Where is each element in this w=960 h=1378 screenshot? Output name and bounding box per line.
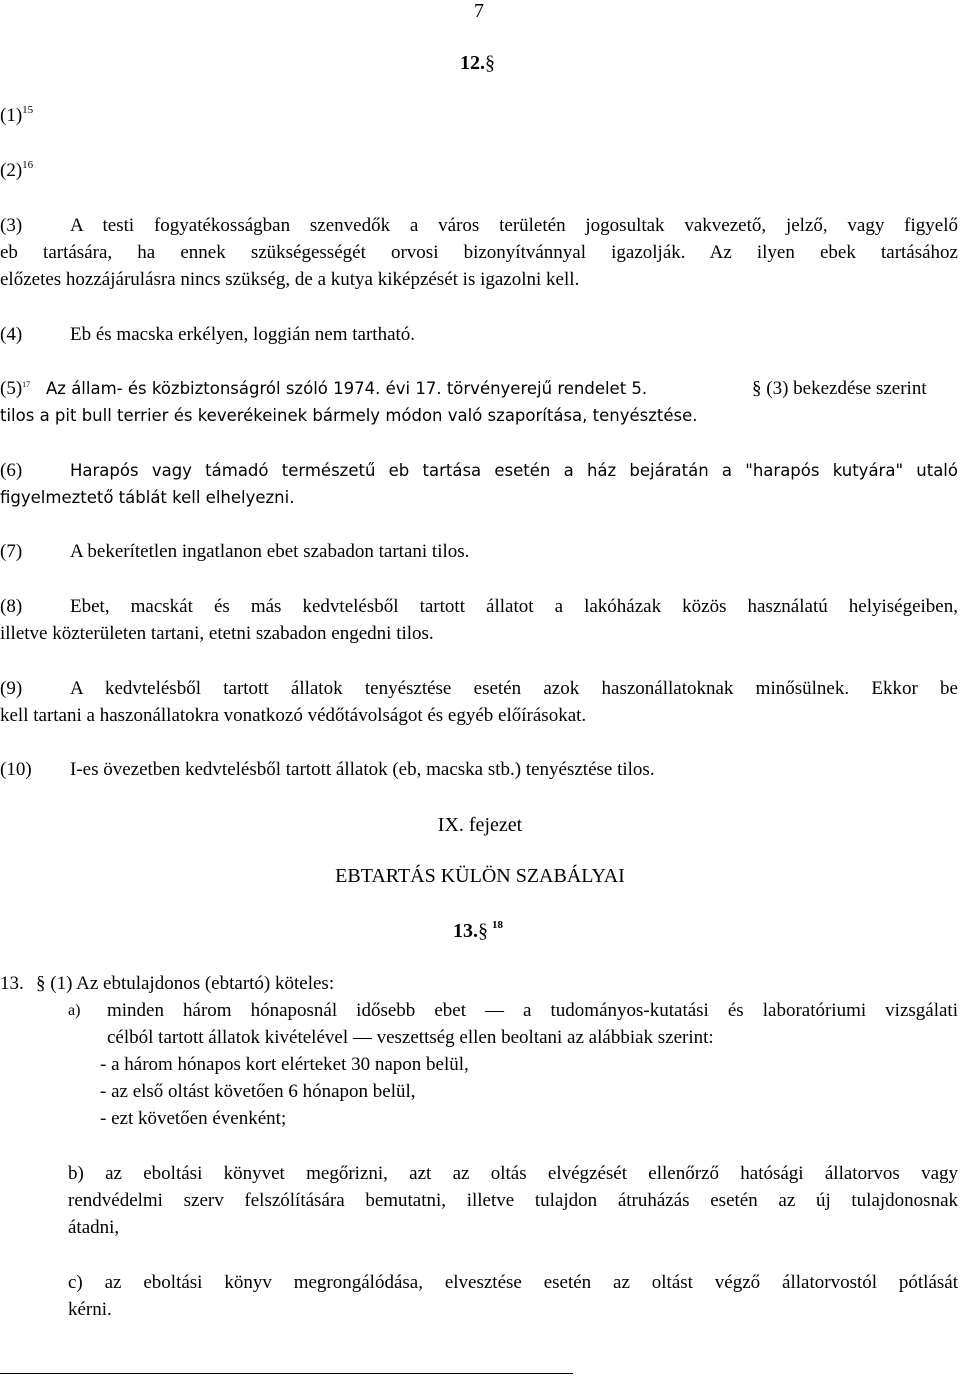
paragraph-5-number [0, 376, 30, 402]
bullet-item: - a három hónapos kort elérteket 30 napon belül, [100, 1054, 469, 1075]
paragraph-6-line-2: figyelmeztető táblát kell elhelyezni. [0, 488, 295, 507]
paragraph-1 [0, 103, 33, 129]
footnote-ref-15[interactable]: 15 [22, 104, 34, 116]
paragraph-3-line-1: A testi fogyatékosságban szenvedők a város területén jogosultak vakvezető, jelző, vagy figyelő [70, 215, 958, 236]
item-a-line-1: minden három hónaposnál idősebb ebet — a tudományos-kutatási és laboratóriumi vizsgálati [107, 1000, 958, 1021]
item-a-line-2: célból tartott állatok kivételével — veszettség ellen beoltani az alábbiak szerint: [107, 1027, 714, 1048]
footnote-ref-17[interactable]: 17 [22, 380, 31, 389]
page-number: 7 [474, 0, 484, 22]
paragraph-1-number: (1) [0, 105, 23, 126]
section-12-number: 12. [460, 52, 485, 74]
footnote-ref-18[interactable]: 18 [492, 919, 503, 931]
item-b-line-3: átadni, [68, 1217, 120, 1238]
paragraph-5-line-1a: Az állam- és közbiztonságról szóló 1974. évi 17. törvényerejű rendelet 5. [46, 379, 648, 398]
paragraph-5-line-1b: § (3) bekezdése szerint [752, 378, 927, 399]
paragraph-9-number: (9) [0, 678, 23, 699]
section-13-heading [453, 918, 503, 944]
paragraph-10-text: I-es övezetben kedvtelésből tartott állatok (eb, macska stb.) tenyésztése tilos. [70, 759, 655, 780]
footnote-separator [0, 1373, 573, 1374]
item-b-line-1: b) az eboltási könyvet megőrizni, azt az oltás elvégzését ellenőrző hatósági állatorvos vagy [68, 1163, 958, 1184]
item-c-line-1: c) az eboltási könyv megrongálódása, elvesztése esetén az oltást végző állatorvostól pótlását [68, 1272, 958, 1293]
paragraph-3-line-2: eb tartására, ha ennek szükségességét orvosi bizonyítvánnyal igazolják. Az ilyen ebek tartásához [0, 242, 958, 263]
bullet-item: - ezt követően évenként; [100, 1108, 287, 1129]
chapter-subtitle: EBTARTÁS KÜLÖN SZABÁLYAI [335, 865, 625, 887]
section-12-sign: § [485, 52, 495, 74]
item-a-label: a) [68, 1002, 81, 1019]
paragraph-8-number: (8) [0, 596, 23, 617]
paragraph-5-line-2: tilos a pit bull terrier és keverékeinek bármely módon való szaporítása, tenyésztése. [0, 406, 698, 425]
bullet-item: - az első oltást követően 6 hónapon belül, [100, 1081, 416, 1102]
paragraph-7-text: A bekerítetlen ingatlanon ebet szabadon tartani tilos. [70, 541, 470, 562]
paragraph-8-line-1: Ebet, macskát és más kedvtelésből tartott állatot a lakóházak közös használatú helyiségeiben, [70, 596, 958, 617]
section-13-sign: § [478, 920, 488, 942]
paragraph-5-number-text: (5) [0, 378, 23, 399]
paragraph-7-number: (7) [0, 541, 23, 562]
paragraph-2 [0, 158, 33, 184]
paragraph-9-line-1: A kedvtelésből tartott állatok tenyésztése esetén azok haszonállatoknak minősülnek. Ekkor be [70, 678, 958, 699]
paragraph-4-number: (4) [0, 324, 23, 345]
paragraph-8-line-2: illetve közterületen tartani, etetni szabadon engedni tilos. [0, 623, 434, 644]
paragraph-6-number: (6) [0, 460, 23, 481]
section-13-lead: 13. [0, 973, 24, 994]
paragraph-9-line-2: kell tartani a haszonállatokra vonatkozó védőtávolságot és egyéb előírásokat. [0, 705, 587, 726]
item-b-line-2: rendvédelmi szerv felszólítására bemutatni, illetve tulajdon átruházás esetén az új tulajdonosnak [68, 1190, 958, 1211]
paragraph-10-number: (10) [0, 759, 32, 780]
paragraph-6-line-1: Harapós vagy támadó természetű eb tartása esetén a ház bejáratán a "harapós kutyára" utaló [70, 461, 958, 480]
footnote-ref-16[interactable]: 16 [22, 159, 34, 171]
paragraph-2-number: (2) [0, 160, 23, 181]
item-c-line-2: kérni. [68, 1299, 112, 1320]
chapter-title: IX. fejezet [437, 814, 523, 836]
paragraph-4-text: Eb és macska erkélyen, loggián nem tartható. [70, 324, 416, 345]
section-13-number: 13. [453, 920, 478, 942]
section-13-intro: § (1) Az ebtulajdonos (ebtartó) köteles: [36, 973, 335, 994]
paragraph-3-line-3: előzetes hozzájárulásra nincs szükség, de a kutya kiképzését is igazolni kell. [0, 269, 580, 290]
section-12-heading [460, 50, 495, 76]
paragraph-3-number: (3) [0, 215, 23, 236]
